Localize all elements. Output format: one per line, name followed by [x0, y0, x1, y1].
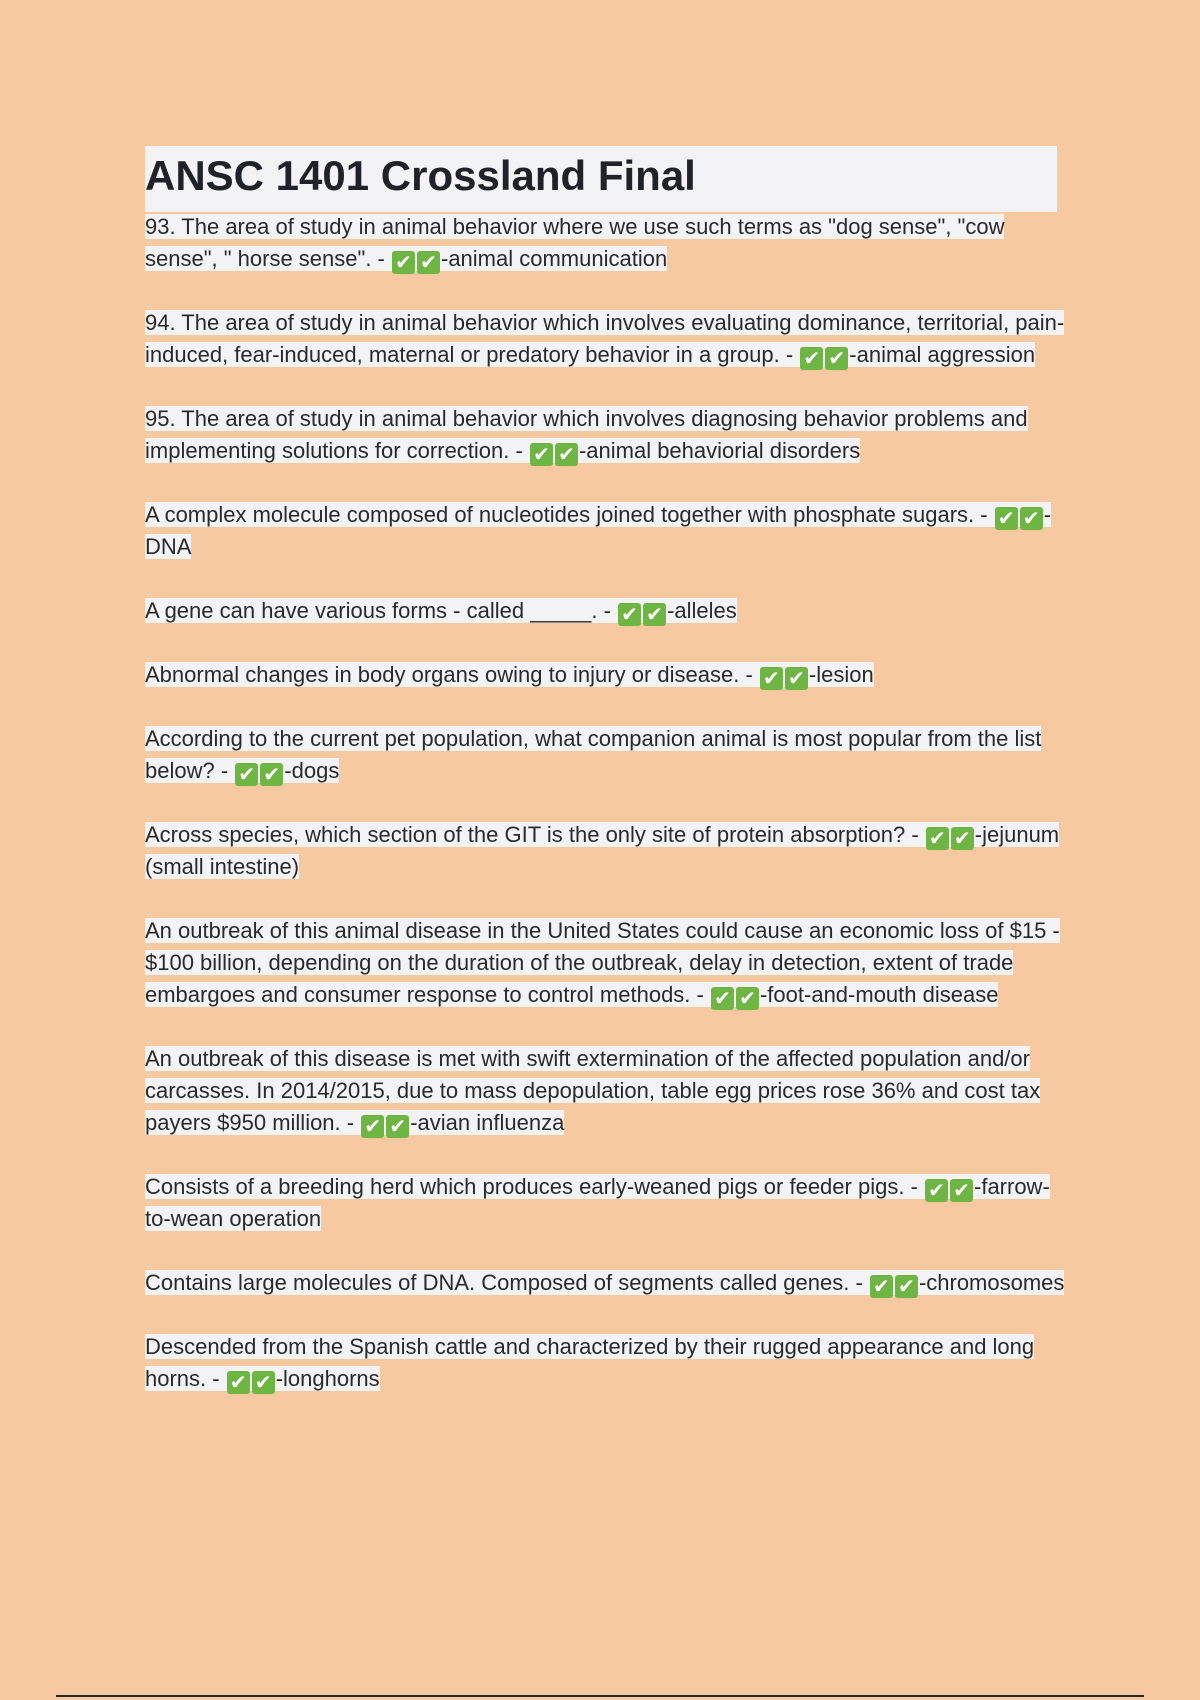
qa-list — [145, 211, 1075, 1427]
question-text: A gene can have various forms - called _____. — [145, 598, 598, 623]
qa-highlight — [145, 1046, 1041, 1138]
answer-separator: - — [690, 982, 710, 1007]
green-check-icon: ✔ — [555, 443, 578, 466]
green-check-icon: ✔ — [711, 987, 734, 1010]
answer-separator: - — [371, 246, 391, 271]
green-check-icon: ✔ — [800, 347, 823, 370]
green-check-icon: ✔ — [227, 1371, 250, 1394]
answer-text: -farrow-to-wean operation — [145, 1174, 1050, 1231]
green-check-icon: ✔ — [995, 507, 1018, 530]
answer-text: -longhorns — [275, 1366, 380, 1391]
green-check-icon: ✔ — [1020, 507, 1043, 530]
green-check-icon: ✔ — [785, 667, 808, 690]
green-check-icon: ✔ — [392, 251, 415, 274]
question-text: An outbreak of this animal disease in the United States could cause an economic loss of $15 - $100 billion, depending on the duration of the outbreak, delay in detection, extent of trade embargoes and consumer response to control methods. — [145, 918, 1060, 1007]
question-text: Across species, which section of the GIT is the only site of protein absorption? — [145, 822, 906, 847]
question-text: 95. The area of study in animal behavior which involves diagnosing behavior problems and implementing solutions for correction. — [145, 406, 1028, 463]
qa-item — [145, 1171, 1075, 1235]
qa-item — [145, 499, 1075, 563]
qa-item — [145, 1331, 1075, 1395]
green-check-icon: ✔ — [618, 603, 641, 626]
answer-text: -alleles — [667, 598, 737, 623]
qa-highlight — [145, 1334, 1035, 1394]
green-check-icon: ✔ — [386, 1115, 409, 1138]
answer-separator: - — [779, 342, 800, 367]
question-text: Consists of a breeding herd which produces early-weaned pigs or feeder pigs. — [145, 1174, 905, 1199]
answer-text: -avian influenza — [410, 1110, 565, 1135]
question-text: An outbreak of this disease is met with swift extermination of the affected population and/or carcasses. In 2014/2015, due to mass depopulation, table egg prices rose 36% and cost tax payers $950 million. — [145, 1046, 1041, 1135]
green-check-icon: ✔ — [361, 1115, 384, 1138]
answer-separator: - — [904, 1174, 924, 1199]
answer-separator: - — [597, 598, 618, 623]
question-text: 93. The area of study in animal behavior where we use such terms as "dog sense", "cow sense", " horse sense". — [145, 214, 1005, 271]
qa-highlight — [145, 310, 1065, 370]
answer-text: -chromosomes — [918, 1270, 1065, 1295]
green-check-icon: ✔ — [643, 603, 666, 626]
qa-item — [145, 819, 1075, 883]
answer-text: -lesion — [808, 662, 874, 687]
answer-separator: - — [206, 1366, 226, 1391]
green-check-icon: ✔ — [760, 667, 783, 690]
question-text: A complex molecule composed of nucleotides joined together with phosphate sugars. — [145, 502, 975, 527]
qa-highlight — [145, 662, 874, 690]
qa-highlight — [145, 214, 1005, 274]
qa-item — [145, 915, 1075, 1011]
answer-text: -jejunum (small intestine) — [145, 822, 1060, 879]
green-check-icon: ✔ — [895, 1275, 918, 1298]
qa-highlight — [145, 726, 1042, 786]
green-check-icon: ✔ — [417, 251, 440, 274]
qa-highlight — [145, 1174, 1050, 1231]
green-check-icon: ✔ — [870, 1275, 893, 1298]
question-text: Contains large molecules of DNA. Composed of segments called genes. — [145, 1270, 850, 1295]
green-check-icon: ✔ — [260, 763, 283, 786]
answer-separator: - — [849, 1270, 869, 1295]
qa-item — [145, 403, 1075, 467]
green-check-icon: ✔ — [736, 987, 759, 1010]
qa-highlight — [145, 598, 737, 626]
answer-text: -animal communication — [441, 246, 668, 271]
question-text: 94. The area of study in animal behavior which involves evaluating dominance, territorial, pain-induced, fear-induced, maternal or predatory behavior in a group. — [145, 310, 1065, 367]
answer-text: -animal behaviorial disorders — [578, 438, 861, 463]
answer-text: -DNA — [145, 502, 1052, 559]
qa-item — [145, 723, 1075, 787]
question-text: Descended from the Spanish cattle and characterized by their rugged appearance and long horns. — [145, 1334, 1035, 1391]
green-check-icon: ✔ — [925, 1179, 948, 1202]
green-check-icon: ✔ — [825, 347, 848, 370]
answer-separator: - — [340, 1110, 361, 1135]
qa-item — [145, 659, 1075, 691]
answer-text: -dogs — [284, 758, 340, 783]
qa-item — [145, 307, 1075, 371]
document-title: ANSC 1401 Crossland Final — [145, 152, 696, 199]
qa-highlight — [145, 502, 1051, 559]
qa-item — [145, 1043, 1075, 1139]
qa-highlight — [145, 822, 1059, 879]
qa-highlight — [145, 406, 1028, 466]
answer-separator: - — [905, 822, 925, 847]
qa-item — [145, 1267, 1075, 1299]
green-check-icon: ✔ — [926, 827, 949, 850]
footer-rule — [56, 1695, 1144, 1697]
qa-item — [145, 211, 1075, 275]
green-check-icon: ✔ — [530, 443, 553, 466]
qa-highlight — [145, 1270, 1065, 1298]
qa-item — [145, 595, 1075, 627]
green-check-icon: ✔ — [950, 1179, 973, 1202]
qa-highlight — [145, 918, 1060, 1010]
green-check-icon: ✔ — [235, 763, 258, 786]
answer-separator: - — [974, 502, 994, 527]
title-highlight — [145, 146, 1057, 212]
answer-separator: - — [509, 438, 529, 463]
green-check-icon: ✔ — [252, 1371, 275, 1394]
answer-text: -foot-and-mouth disease — [759, 982, 999, 1007]
question-text: According to the current pet population, what companion animal is most popular from the list below? — [145, 726, 1042, 783]
answer-text: -animal aggression — [849, 342, 1036, 367]
answer-separator: - — [739, 662, 759, 687]
answer-separator: - — [214, 758, 235, 783]
question-text: Abnormal changes in body organs owing to injury or disease. — [145, 662, 740, 687]
green-check-icon: ✔ — [951, 827, 974, 850]
